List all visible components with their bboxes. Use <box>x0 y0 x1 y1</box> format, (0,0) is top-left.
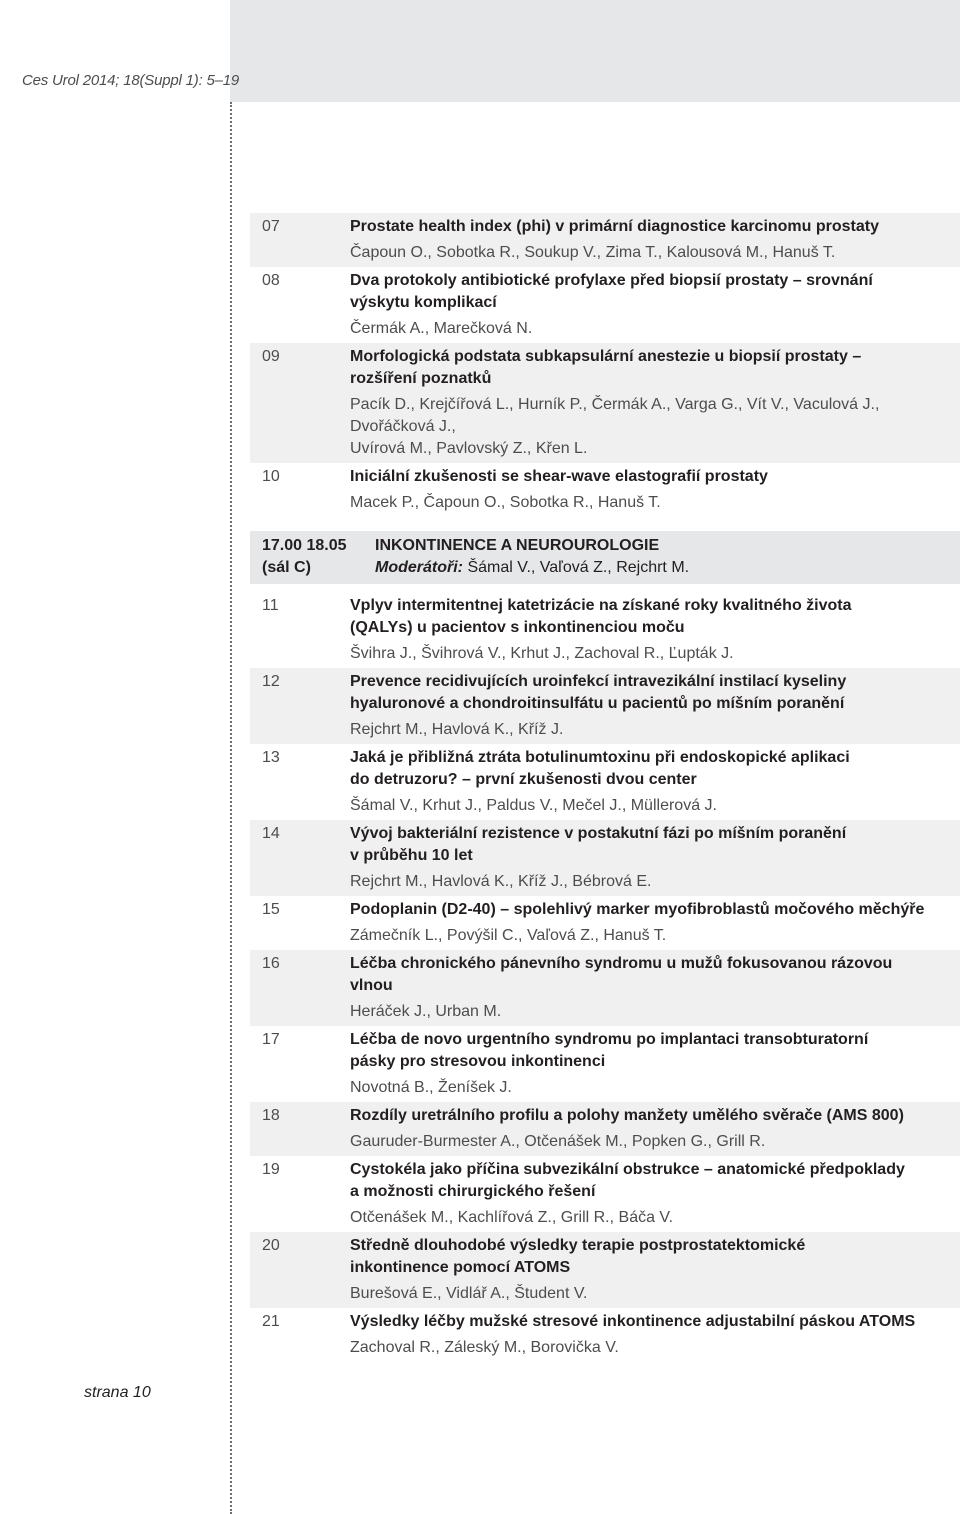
abstract-item <box>250 463 960 517</box>
abstract-body <box>350 953 960 1023</box>
abstract-title-line: (QALYs) u pacientov s inkontinenciou moču <box>350 619 685 636</box>
abstract-authors-line: Gauruder-Burmester A., Otčenášek M., Popken G., Grill R. <box>350 1133 766 1150</box>
abstract-body <box>350 1159 960 1229</box>
abstract-item <box>250 744 960 820</box>
header-band <box>230 0 960 102</box>
moderators-names: Šámal V., Vaľová Z., Rejchrt M. <box>467 559 690 576</box>
abstract-authors-line: Čermák A., Marečková N. <box>350 320 533 337</box>
abstract-title-line: Dva protokoly antibiotické profylaxe před biopsií prostaty – srovnání <box>350 272 873 289</box>
abstract-body <box>350 1029 960 1099</box>
page-number: strana 10 <box>84 1384 151 1401</box>
abstract-authors-line: Rejchrt M., Havlová K., Kříž J. <box>350 721 564 738</box>
abstract-number: 20 <box>262 1237 280 1254</box>
abstract-title-line: Jaká je přibližná ztráta botulinumtoxinu při endoskopické aplikaci <box>350 749 850 766</box>
abstract-authors-line: Heráček J., Urban M. <box>350 1003 502 1020</box>
abstract-authors-line: Novotná B., Ženíšek J. <box>350 1079 512 1096</box>
abstract-body <box>350 899 960 947</box>
abstract-number: 14 <box>262 825 280 842</box>
abstract-title-line: a možnosti chirurgického řešení <box>350 1183 596 1200</box>
abstract-authors-line: Uvírová M., Pavlovský Z., Křen L. <box>350 440 588 457</box>
session-moderators <box>375 557 960 579</box>
abstract-body <box>350 595 960 665</box>
abstract-number: 07 <box>262 218 280 235</box>
abstract-title-line: Výsledky léčby mužské stresové inkontinence adjustabilní páskou ATOMS <box>350 1313 916 1330</box>
abstract-authors-line: Pacík D., Krejčířová L., Hurník P., Čermák A., Varga G., Vít V., Vaculová J., Dvořáčková J., <box>350 396 880 435</box>
abstract-body <box>350 747 960 817</box>
abstract-item <box>250 592 960 668</box>
journal-reference: Ces Urol 2014; 18(Suppl 1): 5–19 <box>22 72 240 89</box>
abstract-number: 15 <box>262 901 280 918</box>
abstract-title-line: inkontinence pomocí ATOMS <box>350 1259 571 1276</box>
abstract-body <box>350 216 960 264</box>
abstract-authors-line: Rejchrt M., Havlová K., Kříž J., Bébrová E. <box>350 873 652 890</box>
abstract-title-line: Vplyv intermitentnej katetrizácie na získané roky kvalitného života <box>350 597 852 614</box>
abstract-title-line: Iniciální zkušenosti se shear-wave elastografií prostaty <box>350 468 768 485</box>
abstract-title-line: Prostate health index (phi) v primární diagnostice karcinomu prostaty <box>350 218 879 235</box>
session-time: 17.00 18.05 <box>262 537 347 554</box>
abstract-item <box>250 1308 960 1362</box>
abstract-title-line: Podoplanin (D2-40) – spolehlivý marker myofibroblastů močového měchýře <box>350 901 925 918</box>
abstract-title-line: Prevence recidivujících uroinfekcí intravezikální instilací kyseliny <box>350 673 847 690</box>
abstract-number: 13 <box>262 749 280 766</box>
abstract-authors-line: Švihra J., Švihrová V., Krhut J., Zachoval R., Ľupták J. <box>350 645 734 662</box>
abstract-authors-line: Zachoval R., Záleský M., Borovička V. <box>350 1339 619 1356</box>
abstract-number: 08 <box>262 272 280 289</box>
abstract-title-line: Morfologická podstata subkapsulární anestezie u biopsií prostaty – <box>350 348 862 365</box>
session-time-block <box>250 535 375 579</box>
session-info <box>375 535 960 579</box>
abstract-number: 11 <box>262 597 279 614</box>
abstract-title-line: Rozdíly uretrálního profilu a polohy manžety umělého svěrače (AMS 800) <box>350 1107 904 1124</box>
abstract-number: 18 <box>262 1107 280 1124</box>
abstract-item <box>250 1156 960 1232</box>
abstract-body <box>350 823 960 893</box>
abstract-title-line: Léčba chronického pánevního syndromu u mužů fokusovanou rázovou <box>350 955 893 972</box>
abstract-title-line: výskytu komplikací <box>350 294 497 311</box>
abstract-item <box>250 213 960 267</box>
abstract-number: 16 <box>262 955 280 972</box>
abstract-body <box>350 1235 960 1305</box>
abstract-title-line: vlnou <box>350 977 393 994</box>
abstract-item <box>250 1026 960 1102</box>
abstract-body <box>350 1311 960 1359</box>
abstract-body <box>350 346 960 460</box>
dotted-divider <box>230 102 232 1514</box>
abstract-number: 09 <box>262 348 280 365</box>
abstract-item <box>250 1102 960 1156</box>
abstract-authors-line: Burešová E., Vidlář A., Študent V. <box>350 1285 588 1302</box>
abstract-number: 19 <box>262 1161 280 1178</box>
abstract-body <box>350 270 960 340</box>
abstract-authors-line: Zámečník L., Povýšil C., Vaľová Z., Hanuš T. <box>350 927 667 944</box>
abstract-body <box>350 1105 960 1153</box>
session-title: INKONTINENCE A NEUROUROLOGIE <box>375 537 660 554</box>
abstract-title-line: Středně dlouhodobé výsledky terapie postprostatektomické <box>350 1237 806 1254</box>
abstract-item <box>250 267 960 343</box>
abstract-authors-line: Čapoun O., Sobotka R., Soukup V., Zima T., Kalousová M., Hanuš T. <box>350 244 836 261</box>
abstract-authors-line: Macek P., Čapoun O., Sobotka R., Hanuš T. <box>350 494 661 511</box>
abstract-authors-line: Otčenášek M., Kachlířová Z., Grill R., Báča V. <box>350 1209 674 1226</box>
abstract-item <box>250 343 960 463</box>
abstract-title-line: rozšíření poznatků <box>350 370 492 387</box>
abstract-title-line: Léčba de novo urgentního syndromu po implantaci transobturatorní <box>350 1031 869 1048</box>
abstract-title-line: do detruzoru? – první zkušenosti dvou center <box>350 771 697 788</box>
abstract-item <box>250 896 960 950</box>
moderators-label: Moderátoři: <box>375 559 463 576</box>
abstract-title-line: pásky pro stresovou inkontinenci <box>350 1053 606 1070</box>
session-room: (sál C) <box>262 559 311 576</box>
abstract-body <box>350 671 960 741</box>
abstract-authors-line: Šámal V., Krhut J., Paldus V., Mečel J., Müllerová J. <box>350 797 717 814</box>
abstract-title-line: hyaluronové a chondroitinsulfátu u pacientů po míšním poranění <box>350 695 845 712</box>
abstract-title-line: v průběhu 10 let <box>350 847 473 864</box>
abstract-item <box>250 1232 960 1308</box>
abstract-number: 12 <box>262 673 280 690</box>
session-header <box>250 531 960 584</box>
abstract-title-line: Cystokéla jako příčina subvezikální obstrukce – anatomické předpoklady <box>350 1161 905 1178</box>
abstract-title-line: Vývoj bakteriální rezistence v postakutní fázi po míšním poranění <box>350 825 847 842</box>
abstract-number: 10 <box>262 468 280 485</box>
abstract-list-top <box>250 213 960 517</box>
abstract-body <box>350 466 960 514</box>
abstract-number: 21 <box>262 1313 280 1330</box>
abstract-number: 17 <box>262 1031 280 1048</box>
abstract-item <box>250 950 960 1026</box>
abstract-item <box>250 668 960 744</box>
abstract-item <box>250 820 960 896</box>
abstract-list-bottom <box>250 592 960 1362</box>
program-list <box>250 213 960 1362</box>
